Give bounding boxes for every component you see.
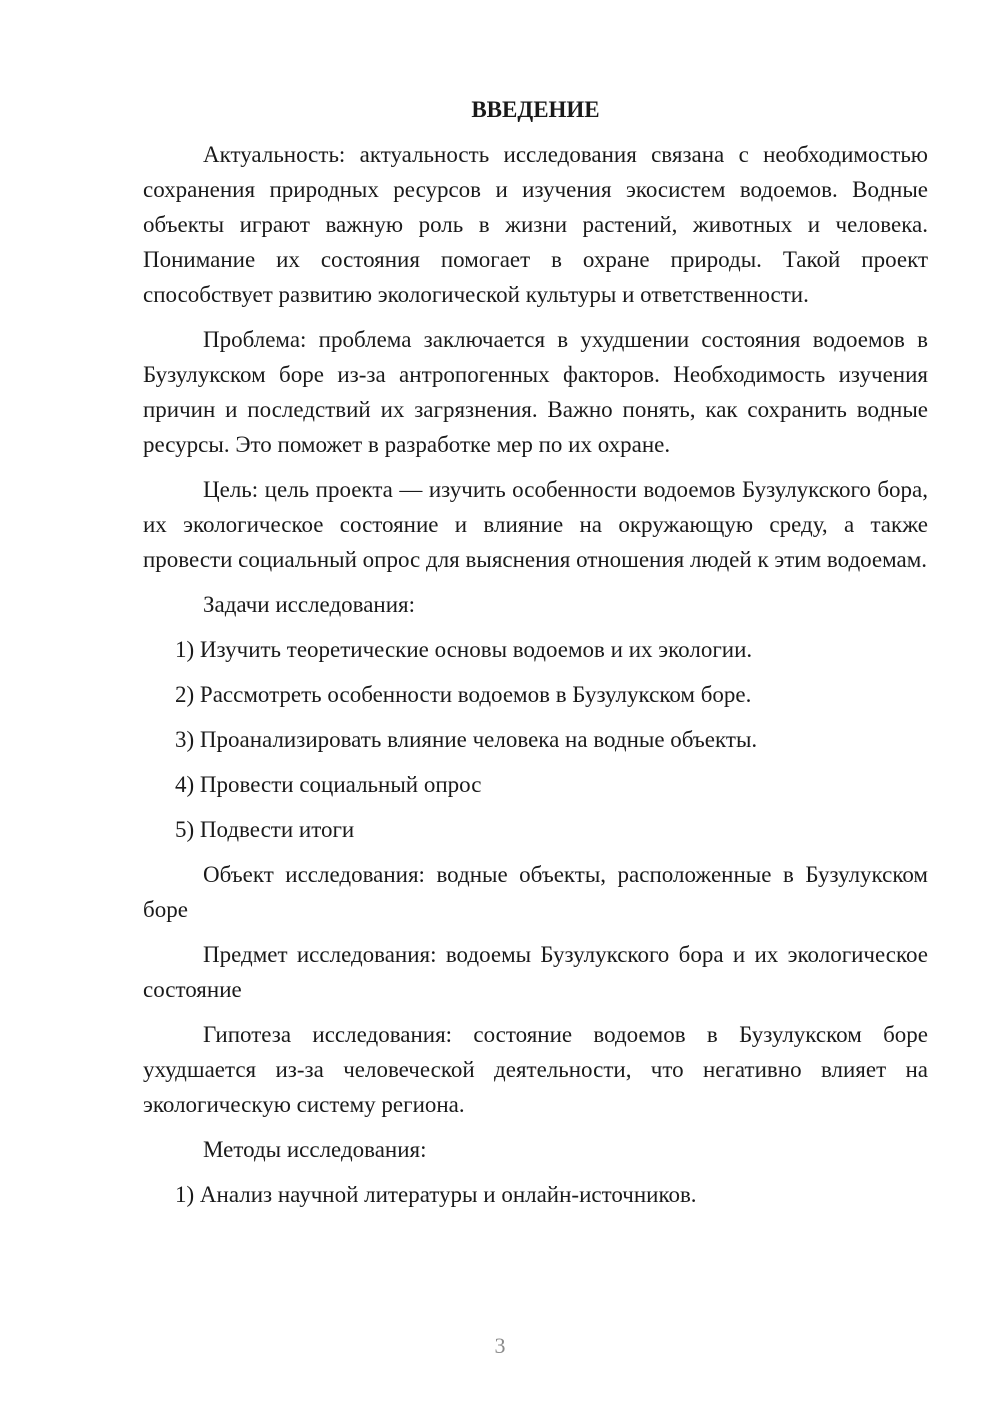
object-paragraph: Объект исследования: водные объекты, расположенные в Бузулукском боре <box>143 862 928 922</box>
list-item: 5) Подвести итоги <box>175 817 355 842</box>
goal-paragraph: Цель: цель проекта — изучить особенности водоемов Бузулукского бора, их экологическое состояние и влияние на окружающую среду, а также провести социальный опрос для выяснения отношения людей к этим водоемам. <box>143 477 928 572</box>
list-item: 1) Анализ научной литературы и онлайн-источников. <box>175 1182 697 1207</box>
page-number: 3 <box>494 1333 506 1358</box>
list-item: 1) Изучить теоретические основы водоемов и их экологии. <box>175 637 753 662</box>
methods-heading: Методы исследования: <box>203 1137 427 1162</box>
actuality-paragraph: Актуальность: актуальность исследования связана с необходимостью сохранения природных ресурсов и изучения экосистем водоемов. Водные объекты играют важную роль в жизни растений, животных и человека. Понимание их состояния помогает в охране природы. Такой проект способствует развитию экологической культуры и ответственности. <box>143 142 928 307</box>
hypothesis-paragraph: Гипотеза исследования: состояние водоемов в Бузулукском боре ухудшается из-за человеческой деятельности, что негативно влияет на экологическую систему региона. <box>143 1022 928 1117</box>
tasks-list <box>143 632 928 847</box>
list-item: 2) Рассмотреть особенности водоемов в Бузулукском боре. <box>175 682 752 707</box>
tasks-heading: Задачи исследования: <box>203 592 416 617</box>
subject-paragraph: Предмет исследования: водоемы Бузулукского бора и их экологическое состояние <box>143 942 928 1002</box>
list-item: 3) Проанализировать влияние человека на водные объекты. <box>175 727 758 752</box>
page-title: ВВЕДЕНИЕ <box>471 97 600 122</box>
list-item: 4) Провести социальный опрос <box>175 772 482 797</box>
problem-paragraph: Проблема: проблема заключается в ухудшении состояния водоемов в Бузулукском боре из-за антропогенных факторов. Необходимость изучения причин и последствий их загрязнения. Важно понять, как сохранить водные ресурсы. Это поможет в разработке мер по их охране. <box>143 327 928 457</box>
document-page <box>143 92 928 1222</box>
methods-list <box>143 1177 928 1212</box>
